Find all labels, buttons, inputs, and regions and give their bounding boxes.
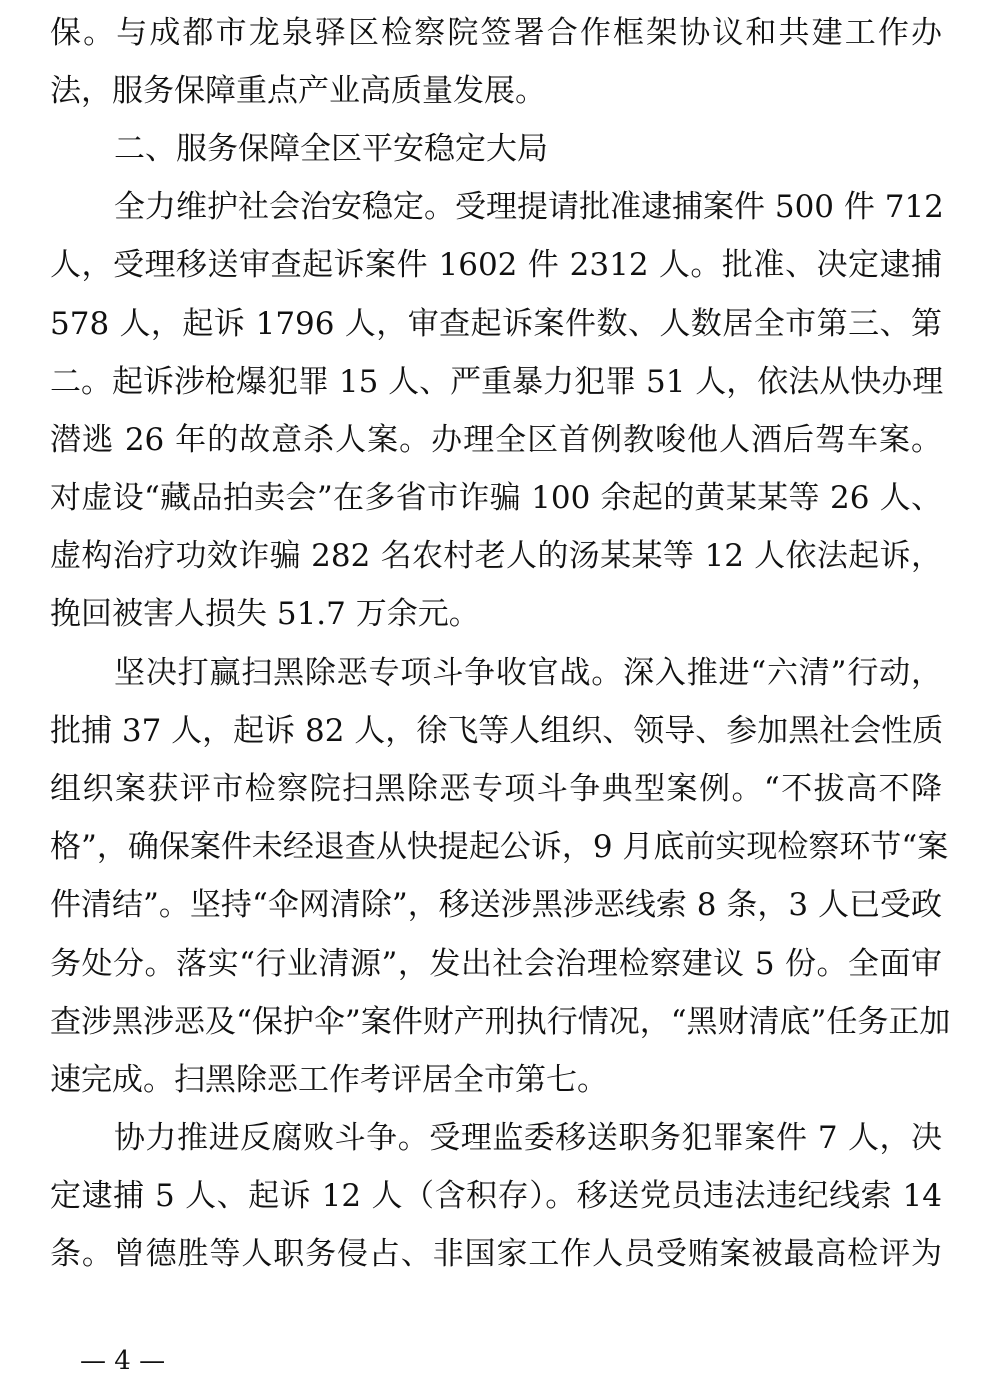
text-line: 578 人，起诉 1796 人，审查起诉案件数、人数居全市第三、第	[50, 306, 942, 342]
text-line: 全力维护社会治安稳定。受理提请批准逮捕案件 500 件 712	[114, 189, 944, 225]
text-line: 二。起诉涉枪爆犯罪 15 人、严重暴力犯罪 51 人，依法从快办理	[50, 364, 944, 400]
text-line: 潜逃 26 年的故意杀人案。办理全区首例教唆他人酒后驾车案。	[50, 422, 942, 458]
text-line: 定逮捕 5 人、起诉 12 人（含积存）。移送党员违法违纪线索 14	[50, 1178, 942, 1214]
text-line: 批捕 37 人，起诉 82 人，徐飞等人组织、领导、参加黑社会性质	[50, 713, 944, 749]
text-line: 保。与成都市龙泉驿区检察院签署合作框架协议和共建工作办	[50, 15, 942, 51]
text-line: 格”，确保案件未经退查从快提起公诉，9 月底前实现检察环节“案	[50, 829, 949, 865]
page-number: — 4 —	[80, 1346, 166, 1376]
section-heading: 二、服务保障全区平安稳定大局	[114, 131, 548, 167]
text-line: 组织案获评市检察院扫黑除恶专项斗争典型案例。“不拔高不降	[50, 771, 942, 807]
text-line: 人，受理移送审查起诉案件 1602 件 2312 人。批准、决定逮捕	[50, 247, 942, 283]
text-line: 速完成。扫黑除恶工作考评居全市第七。	[50, 1062, 608, 1098]
text-line: 虚构治疗功效诈骗 282 名农村老人的汤某某等 12 人依法起诉，	[50, 538, 942, 574]
text-line: 挽回被害人损失 51.7 万余元。	[50, 596, 480, 632]
text-line: 法，服务保障重点产业高质量发展。	[50, 73, 546, 109]
text-line: 件清结”。坚持“伞网清除”，移送涉黑涉恶线索 8 条，3 人已受政	[50, 887, 942, 923]
text-line: 查涉黑涉恶及“保护伞”案件财产刑执行情况，“黑财清底”任务正加	[50, 1004, 951, 1040]
text-line: 务处分。落实“行业清源”，发出社会治理检察建议 5 份。全面审	[50, 946, 942, 982]
text-line: 对虚设“藏品拍卖会”在多省市诈骗 100 余起的黄某某等 26 人、	[50, 480, 942, 516]
text-line: 协力推进反腐败斗争。受理监委移送职务犯罪案件 7 人，决	[114, 1120, 942, 1156]
text-line: 坚决打赢扫黑除恶专项斗争收官战。深入推进“六清”行动，	[114, 655, 942, 691]
text-line: 条。曾德胜等人职务侵占、非国家工作人员受贿案被最高检评为	[50, 1236, 942, 1272]
